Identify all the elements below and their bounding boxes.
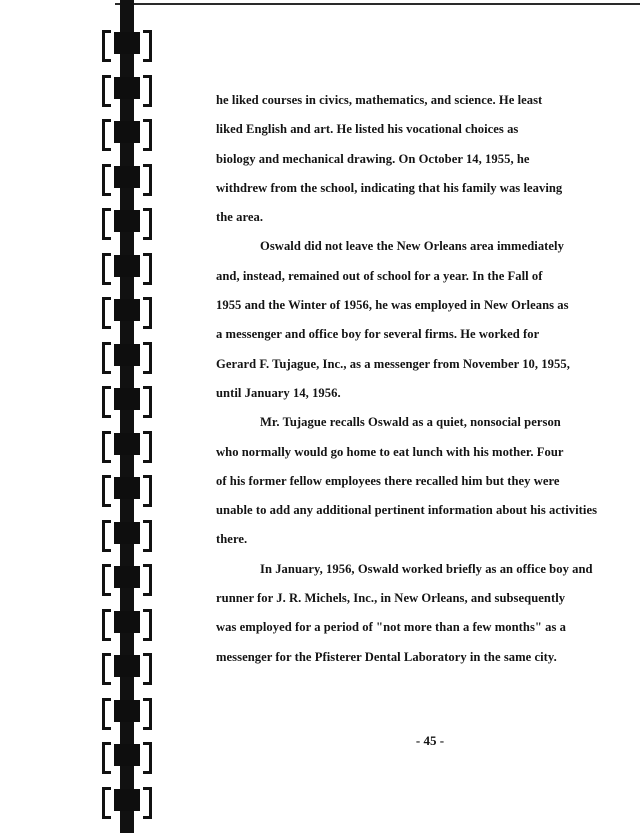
ring-left-bracket [102,609,111,641]
ring-right-bracket [143,119,152,151]
ring-left-bracket [102,208,111,240]
body-text [216,86,636,672]
ring-left-bracket [102,297,111,329]
binding-ring [102,30,152,56]
ring-left-bracket [102,653,111,685]
ring-left-bracket [102,253,111,285]
ring-right-bracket [143,742,152,774]
ring-block [114,433,140,455]
binding-ring [102,75,152,101]
binding-ring [102,431,152,457]
ring-block [114,744,140,766]
ring-right-bracket [143,30,152,62]
binding-ring [102,698,152,724]
binding-ring [102,342,152,368]
ring-block [114,255,140,277]
ring-left-bracket [102,164,111,196]
ring-block [114,789,140,811]
ring-right-bracket [143,520,152,552]
ring-block [114,299,140,321]
binding-ring [102,564,152,590]
ring-block [114,700,140,722]
ring-block [114,210,140,232]
ring-right-bracket [143,342,152,374]
binding-ring [102,119,152,145]
ring-left-bracket [102,30,111,62]
ring-block [114,388,140,410]
ring-block [114,32,140,54]
binding-ring [102,520,152,546]
ring-right-bracket [143,386,152,418]
ring-right-bracket [143,787,152,819]
ring-right-bracket [143,475,152,507]
page-number: - 45 - [415,733,445,748]
ring-right-bracket [143,653,152,685]
ring-right-bracket [143,431,152,463]
paragraph-4: In January, 1956, Oswald worked briefly as an office boy and runner for J. R. Michels, Inc., in New Orleans, and subsequently was employed for a period of "not more than a few months" as a messenger for the Pfisterer Dental Laboratory in the same city. [216,561,593,664]
paragraph-3: Mr. Tujague recalls Oswald as a quiet, nonsocial person who normally would go home to eat lunch with his mother. Four of his former fellow employees there recalled him but they were unable to add any additional pertinent information about his activities there. [216,415,598,547]
ring-block [114,477,140,499]
ring-left-bracket [102,520,111,552]
ring-left-bracket [102,342,111,374]
ring-right-bracket [143,564,152,596]
binding-ring [102,609,152,635]
ring-block [114,121,140,143]
ring-right-bracket [143,208,152,240]
ring-block [114,77,140,99]
ring-block [114,655,140,677]
ring-right-bracket [143,75,152,107]
ring-left-bracket [102,698,111,730]
ring-right-bracket [143,297,152,329]
binding-ring [102,297,152,323]
binding-ring [102,742,152,768]
ring-left-bracket [102,475,111,507]
ring-block [114,566,140,588]
ring-block [114,344,140,366]
top-border-line [115,3,640,5]
ring-right-bracket [143,609,152,641]
ring-right-bracket [143,253,152,285]
ring-block [114,522,140,544]
binding-ring [102,475,152,501]
binding-ring [102,386,152,412]
ring-right-bracket [143,164,152,196]
binding-ring [102,164,152,190]
ring-left-bracket [102,75,111,107]
binding-ring [102,253,152,279]
ring-left-bracket [102,386,111,418]
ring-right-bracket [143,698,152,730]
binding-ring [102,653,152,679]
paragraph-1: he liked courses in civics, mathematics, and science. He least liked English and art. He listed his vocational choices as biology and mechanical drawing. On October 14, 1955, he withdrew from the school, indicating that his family was leaving the area. [216,93,563,225]
paragraph-2: Oswald did not leave the New Orleans area immediately and, instead, remained out of school for a year. In the Fall of 1955 and the Winter of 1956, he was employed in New Orleans as a messenger and office boy for several firms. He worked for Gerard F. Tujague, Inc., as a messenger from November 10, 1955, until January 14, 1956. [216,239,570,400]
ring-block [114,166,140,188]
ring-left-bracket [102,787,111,819]
ring-left-bracket [102,564,111,596]
ring-left-bracket [102,119,111,151]
ring-left-bracket [102,742,111,774]
binding-ring [102,208,152,234]
ring-block [114,611,140,633]
ring-left-bracket [102,431,111,463]
binding-ring [102,787,152,813]
